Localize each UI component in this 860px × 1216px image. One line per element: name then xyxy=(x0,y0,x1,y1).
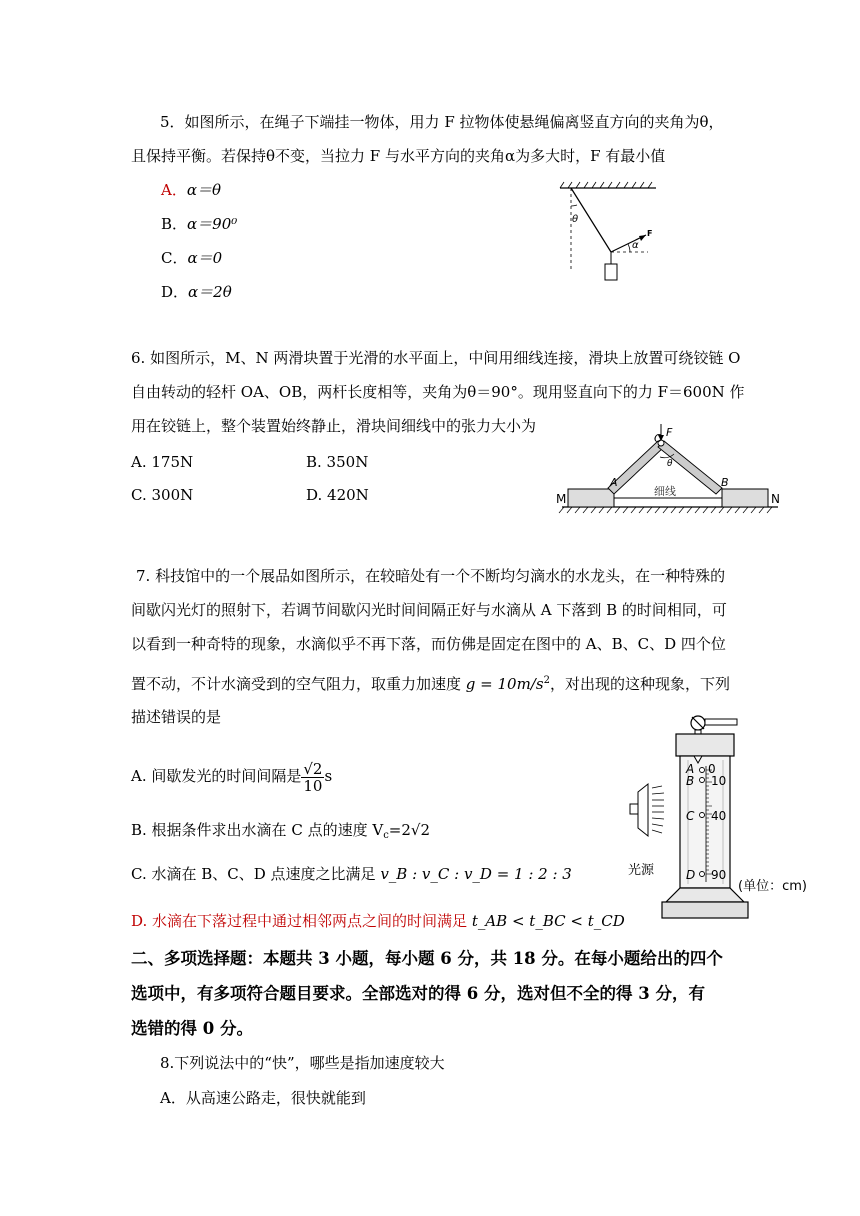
section2-line3: 选错的得 0 分。 xyxy=(131,1019,253,1038)
q7-fig-b: B xyxy=(686,774,695,788)
q5-figure xyxy=(560,182,680,292)
q7-option-b-sub: c xyxy=(383,830,389,841)
q5-option-d-letter: D． xyxy=(161,283,189,301)
q6-fig-m: M xyxy=(556,492,567,506)
q6-line3: 用在铰链上，整个装置始终静止，滑块间细线中的张力大小为 xyxy=(131,417,537,435)
q6-fig-string: 细线 xyxy=(654,485,676,498)
q7-fig-tick-40: 40 xyxy=(711,809,727,823)
q7-option-c xyxy=(131,864,572,884)
q7-option-a-text: A. 间歇发光的时间间隔是 xyxy=(131,767,302,785)
q5-fig-theta: θ xyxy=(572,214,579,225)
q7-fig-light: 光源 xyxy=(628,863,655,878)
q6-fig-f: F xyxy=(666,426,673,439)
q7-option-b-text: B. 根据条件求出水滴在 C 点的速度 V xyxy=(131,821,384,839)
q7-option-a-numerator: √2 xyxy=(303,759,323,778)
q7-option-a-unit: s xyxy=(324,767,333,785)
q6-fig-b: B xyxy=(721,476,729,489)
q5-option-b-text: α＝90⁰ xyxy=(187,215,238,233)
q6-option-b: B. 350N xyxy=(306,453,369,471)
q7-option-a-fraction xyxy=(301,761,324,794)
q8-line1: 8.下列说法中的“快”，哪些是指加速度较大 xyxy=(160,1054,445,1072)
q5-line2: 且保持平衡。若保持θ不变，当拉力 F 与水平方向的夹角α为多大时，F 有最小值 xyxy=(131,147,666,165)
q7-option-d-expr: t_AB < t_BC < t_CD xyxy=(471,912,625,930)
q6-line2: 自由转动的轻杆 OA、OB，两杆长度相等，夹角为θ＝90°。现用竖直向下的力 F＝600N 作 xyxy=(131,383,745,401)
q6-option-a: A. 175N xyxy=(131,453,194,471)
q7-figure xyxy=(626,714,821,920)
q7-fig-d: D xyxy=(686,868,696,882)
q7-g-value: g = 10m/s xyxy=(465,675,544,693)
q7-g-exponent: 2 xyxy=(543,675,550,686)
q5-option-c-text: α＝0 xyxy=(187,249,223,267)
q7-option-a-denominator: 10 xyxy=(303,776,323,795)
q5-option-b-letter: B． xyxy=(161,215,188,233)
q5-option-b xyxy=(161,214,237,234)
section2-line2: 选项中，有多项符合题目要求。全部选对的得 6 分，选对但不全的得 3 分，有 xyxy=(131,984,705,1003)
q5-option-a-text: α＝θ xyxy=(186,181,222,199)
q8-option-a: A．从高速公路走，很快就能到 xyxy=(160,1089,366,1107)
q7-line2: 间歇闪光灯的照射下，若调节间歇闪光时间间隔正好与水滴从 A 下落到 B 的时间相同，可 xyxy=(131,601,727,619)
q6-line1: 6. 如图所示，M、N 两滑块置于光滑的水平面上，中间用细线连接，滑块上放置可绕铰链 O xyxy=(131,349,741,367)
q6-fig-o: O xyxy=(654,432,663,445)
q7-line4-post: ，对出现的这种现象，下列 xyxy=(549,675,730,693)
q5-option-a xyxy=(161,180,221,200)
q7-line1: 7. 科技馆中的一个展品如图所示，在较暗处有一个不断均匀滴水的水龙头，在一种特殊的 xyxy=(136,567,726,585)
q5-option-a-letter: A． xyxy=(161,181,187,199)
q7-fig-tick-10: 10 xyxy=(711,774,727,788)
q7-option-c-expr: v_B : v_C : v_D = 1 : 2 : 3 xyxy=(380,865,572,883)
q7-option-a xyxy=(131,758,332,794)
q5-fig-force: F xyxy=(647,229,653,238)
q6-option-c: C. 300N xyxy=(131,486,194,504)
q5-option-c-letter: C． xyxy=(161,249,188,267)
q7-line5: 描述错误的是 xyxy=(131,708,222,726)
q5-line1: 5．如图所示，在绳子下端挂一物体，用力 F 拉物体使悬绳偏离竖直方向的夹角为θ， xyxy=(160,113,724,131)
section2-line1: 二、多项选择题：本题共 3 小题，每小题 6 分，共 18 分。在每小题给出的四个 xyxy=(131,949,723,968)
q7-fig-tick-90: 90 xyxy=(711,868,727,882)
q5-option-d xyxy=(161,282,232,302)
q5-option-d-text: α＝2θ xyxy=(188,283,232,301)
q7-option-d xyxy=(131,911,625,931)
q6-figure xyxy=(556,424,786,516)
q7-option-d-text: D. 水滴在下落过程中通过相邻两点之间的时间满足 xyxy=(131,912,472,930)
q6-fig-theta: θ xyxy=(667,459,673,469)
q6-option-d: D. 420N xyxy=(306,486,369,504)
q5-option-c xyxy=(161,248,222,268)
q6-fig-a: A xyxy=(610,476,618,489)
q7-option-b-value: =2√2 xyxy=(388,821,431,839)
q7-option-b xyxy=(131,820,430,846)
q6-fig-n: N xyxy=(771,492,780,506)
q7-line4 xyxy=(131,671,730,694)
q7-fig-c: C xyxy=(686,809,695,823)
q7-fig-unit: (单位：cm) xyxy=(738,879,807,894)
q7-line3: 以看到一种奇特的现象，水滴似乎不再下落，而仿佛是固定在图中的 A、B、C、D 四个位 xyxy=(131,635,726,653)
q7-line4-pre: 置不动，不计水滴受到的空气阻力，取重力加速度 xyxy=(131,675,466,693)
q7-fig-a: A xyxy=(686,762,695,776)
q7-fig-tick-0: 0 xyxy=(708,762,716,776)
q7-option-c-text: C. 水滴在 B、C、D 点速度之比满足 xyxy=(131,865,381,883)
q5-fig-alpha: α xyxy=(632,240,639,251)
